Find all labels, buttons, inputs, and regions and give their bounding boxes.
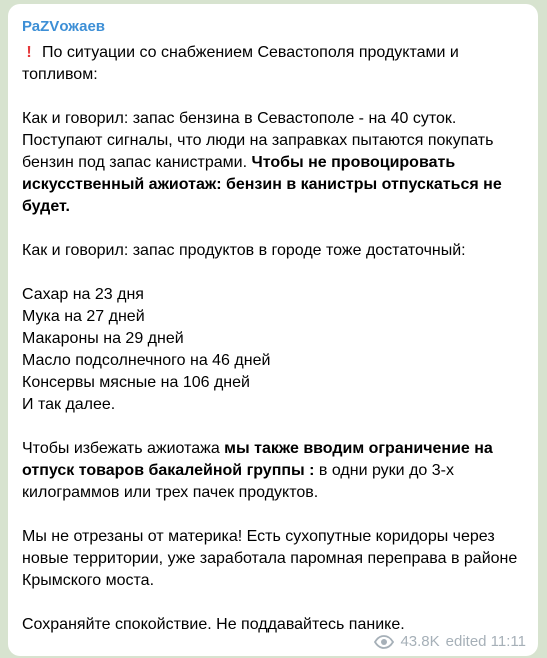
message-line-text: По ситуации со снабжением Севастополя продуктами и bbox=[42, 44, 459, 61]
list-item: И так далее. bbox=[22, 396, 116, 413]
limit-text-end: в одни руки до 3-х килограммов или трех пачек продуктов. bbox=[22, 462, 454, 501]
message-meta bbox=[374, 633, 526, 650]
list-item: Консервы мясные на 106 дней bbox=[22, 374, 250, 391]
paragraph-gap bbox=[22, 86, 524, 108]
list-item: Масло подсолнечного на 46 дней bbox=[22, 352, 271, 369]
list-item: Макароны на 29 дней bbox=[22, 330, 184, 347]
message-line: топливом: bbox=[22, 66, 98, 83]
list-item: Сахар на 23 дня bbox=[22, 286, 144, 303]
paragraph-gap bbox=[22, 416, 524, 438]
exclamation-icon: ! bbox=[26, 44, 32, 61]
paragraph-gap bbox=[22, 592, 524, 614]
message-paragraph bbox=[22, 108, 524, 218]
message-line bbox=[22, 42, 524, 64]
message-paragraph: Мы не отрезаны от материка! Есть сухопутные коридоры через новые территории, уже заработала паромная переправа в районе Крымского моста. bbox=[22, 528, 518, 589]
list-item: Мука на 27 дней bbox=[22, 308, 145, 325]
paragraph-gap bbox=[22, 218, 524, 240]
message-paragraph bbox=[22, 438, 524, 504]
message-bubble bbox=[8, 4, 538, 656]
limit-text: Чтобы избежать ажиотажа bbox=[22, 440, 225, 457]
edited-time: edited 11:11 bbox=[445, 633, 526, 650]
view-count: 43.8K bbox=[400, 633, 440, 650]
message-paragraph: Сохраняйте спокойствие. Не поддавайтесь панике. bbox=[22, 616, 405, 633]
fuel-bold-text: Чтобы не провоцировать искусственный ажиотаж: бензин в канистры отпускаться не будет. bbox=[22, 154, 502, 215]
limit-bold-text: мы также вводим ограничение на отпуск товаров бакалейной группы : bbox=[22, 440, 493, 479]
fuel-text: Как и говорил: запас бензина в Севастополе - на 40 суток. Поступают сигналы, что люди на заправках пытаются покупать бензин под запас канистрами. bbox=[22, 110, 494, 171]
paragraph-gap bbox=[22, 504, 524, 526]
paragraph-gap bbox=[22, 262, 524, 284]
message-paragraph: Как и говорил: запас продуктов в городе тоже достаточный: bbox=[22, 242, 466, 259]
eye-icon bbox=[374, 635, 394, 649]
channel-name[interactable]: РаZVожаев bbox=[22, 18, 106, 35]
message-text bbox=[22, 42, 524, 636]
